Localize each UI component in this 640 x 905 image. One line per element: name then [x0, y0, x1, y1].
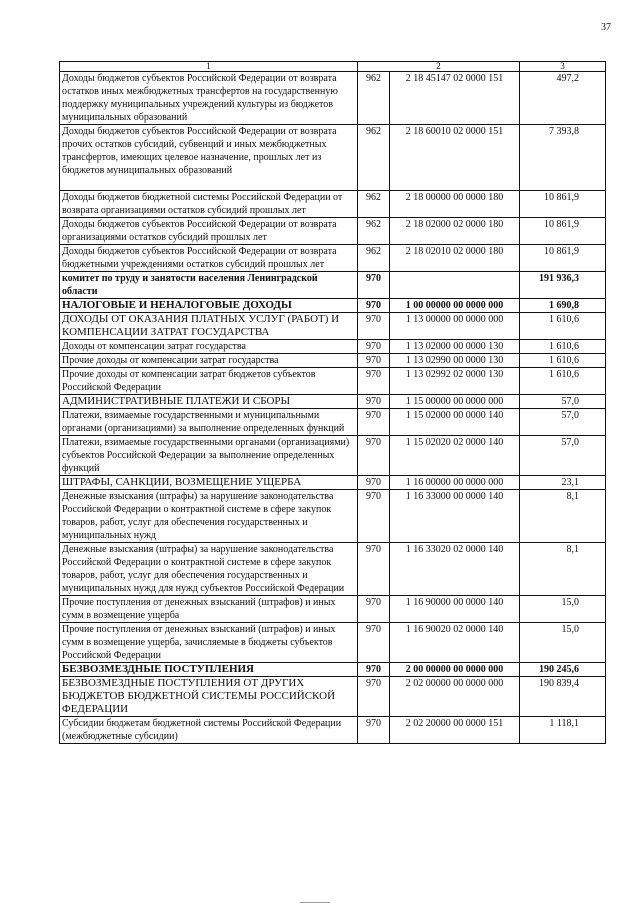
row-admin-code-cell: 970: [358, 677, 390, 717]
row-amount-cell: 57,0: [520, 436, 606, 476]
row-name-cell: Платежи, взимаемые государственными органами (организациями) субъектов Российской Федерации за выполнение определенных функций: [60, 436, 358, 476]
row-admin-code-cell: 970: [358, 490, 390, 543]
row-admin-code-cell: 970: [358, 663, 390, 677]
row-admin-code-cell: 970: [358, 395, 390, 409]
table-row: [60, 125, 606, 191]
row-admin-code-cell: 970: [358, 596, 390, 623]
row-amount-cell: 10 861,9: [520, 218, 606, 245]
row-amount-cell: 57,0: [520, 395, 606, 409]
row-admin-code-cell: 970: [358, 717, 390, 744]
row-name-cell: НАЛОГОВЫЕ И НЕНАЛОГОВЫЕ ДОХОДЫ: [60, 299, 358, 313]
row-amount-cell: 23,1: [520, 476, 606, 490]
row-name-cell: Доходы бюджетов субъектов Российской Федерации от возврата бюджетными учреждениями остатков субсидий прошлых лет: [60, 245, 358, 272]
row-amount-cell: 190 245,6: [520, 663, 606, 677]
row-classification-code-cell: 1 15 02000 00 0000 140: [390, 409, 520, 436]
row-classification-code-cell: [390, 272, 520, 299]
row-name-cell: БЕЗВОЗМЕЗДНЫЕ ПОСТУПЛЕНИЯ: [60, 663, 358, 677]
header-col-3: 3: [520, 62, 606, 72]
table-row: [60, 191, 606, 218]
row-classification-code-cell: 1 13 02000 00 0000 130: [390, 340, 520, 354]
row-amount-cell: 10 861,9: [520, 191, 606, 218]
table-row: [60, 623, 606, 663]
row-amount-cell: 8,1: [520, 543, 606, 596]
row-name-cell: Прочие доходы от компенсации затрат бюджетов субъектов Российской Федерации: [60, 368, 358, 395]
row-classification-code-cell: 2 18 60010 02 0000 151: [390, 125, 520, 191]
row-classification-code-cell: 2 18 02000 02 0000 180: [390, 218, 520, 245]
row-name-cell: Доходы бюджетов бюджетной системы Российской Федерации от возврата организациями остатков субсидий прошлых лет: [60, 191, 358, 218]
table-row: [60, 245, 606, 272]
table-row: [60, 299, 606, 313]
row-name-cell: Доходы от компенсации затрат государства: [60, 340, 358, 354]
table-row: [60, 596, 606, 623]
table-row: [60, 354, 606, 368]
row-classification-code-cell: 1 16 33020 02 0000 140: [390, 543, 520, 596]
row-admin-code-cell: 970: [358, 623, 390, 663]
row-admin-code-cell: 970: [358, 368, 390, 395]
row-amount-cell: 1 118,1: [520, 717, 606, 744]
row-name-cell: Прочие поступления от денежных взысканий (штрафов) и иных сумм в возмещение ущерба: [60, 596, 358, 623]
row-amount-cell: 190 839,4: [520, 677, 606, 717]
header-col-2: 2: [358, 62, 520, 72]
row-admin-code-cell: 962: [358, 72, 390, 125]
row-amount-cell: 1 690,8: [520, 299, 606, 313]
row-admin-code-cell: 962: [358, 125, 390, 191]
row-amount-cell: 7 393,8: [520, 125, 606, 191]
row-admin-code-cell: 970: [358, 543, 390, 596]
row-admin-code-cell: 962: [358, 245, 390, 272]
row-admin-code-cell: 970: [358, 409, 390, 436]
row-admin-code-cell: 970: [358, 340, 390, 354]
row-classification-code-cell: 1 16 33000 00 0000 140: [390, 490, 520, 543]
row-admin-code-cell: 970: [358, 313, 390, 340]
header-col-1: 1: [60, 62, 358, 72]
row-amount-cell: 1 610,6: [520, 340, 606, 354]
row-amount-cell: 1 610,6: [520, 313, 606, 340]
row-admin-code-cell: 970: [358, 354, 390, 368]
table-row: [60, 436, 606, 476]
row-amount-cell: 1 610,6: [520, 354, 606, 368]
table-row: [60, 717, 606, 744]
table-row: [60, 368, 606, 395]
table-row: [60, 395, 606, 409]
row-name-cell: Денежные взыскания (штрафы) за нарушение законодательства Российской Федерации о контрактной системе в сфере закупок товаров, работ, услуг для обеспечения государственных и муниципальных нужд для нужд субъектов Российской Федерации: [60, 543, 358, 596]
row-classification-code-cell: 1 16 00000 00 0000 000: [390, 476, 520, 490]
row-amount-cell: 8,1: [520, 490, 606, 543]
table-row: [60, 663, 606, 677]
table-row: [60, 543, 606, 596]
table-row: [60, 340, 606, 354]
scan-mark: [300, 902, 330, 903]
row-amount-cell: 497,2: [520, 72, 606, 125]
row-name-cell: ШТРАФЫ, САНКЦИИ, ВОЗМЕЩЕНИЕ УЩЕРБА: [60, 476, 358, 490]
table-row: [60, 313, 606, 340]
row-classification-code-cell: 1 00 00000 00 0000 000: [390, 299, 520, 313]
table-body: [60, 62, 606, 744]
table-row: [60, 490, 606, 543]
row-amount-cell: 15,0: [520, 596, 606, 623]
row-amount-cell: 57,0: [520, 409, 606, 436]
row-name-cell: Платежи, взимаемые государственными и муниципальными органами (организациями) за выполнение определенных функций: [60, 409, 358, 436]
row-classification-code-cell: 1 13 00000 00 0000 000: [390, 313, 520, 340]
row-name-cell: ДОХОДЫ ОТ ОКАЗАНИЯ ПЛАТНЫХ УСЛУГ (РАБОТ) И КОМПЕНСАЦИИ ЗАТРАТ ГОСУДАРСТВА: [60, 313, 358, 340]
row-amount-cell: 191 936,3: [520, 272, 606, 299]
row-name-cell: Доходы бюджетов субъектов Российской Федерации от возврата остатков иных межбюджетных трансфертов на государственную поддержку муниципальных учреждений культуры из бюджетов муниципальных образований: [60, 72, 358, 125]
row-classification-code-cell: 2 00 00000 00 0000 000: [390, 663, 520, 677]
row-classification-code-cell: 1 16 90000 00 0000 140: [390, 596, 520, 623]
row-classification-code-cell: 2 18 00000 00 0000 180: [390, 191, 520, 218]
budget-table: [59, 61, 606, 744]
row-amount-cell: 10 861,9: [520, 245, 606, 272]
row-admin-code-cell: 970: [358, 436, 390, 476]
row-amount-cell: 1 610,6: [520, 368, 606, 395]
row-name-cell: Прочие поступления от денежных взысканий (штрафов) и иных сумм в возмещение ущерба, зачисляемые в бюджеты субъектов Российской Федерации: [60, 623, 358, 663]
row-classification-code-cell: 1 16 90020 02 0000 140: [390, 623, 520, 663]
page-number: 37: [601, 22, 611, 33]
table-row: [60, 272, 606, 299]
row-name-cell: АДМИНИСТРАТИВНЫЕ ПЛАТЕЖИ И СБОРЫ: [60, 395, 358, 409]
row-admin-code-cell: 962: [358, 218, 390, 245]
row-name-cell: Денежные взыскания (штрафы) за нарушение законодательства Российской Федерации о контрактной системе в сфере закупок товаров, работ, услуг для обеспечения государственных и муниципальных нужд: [60, 490, 358, 543]
row-name-cell: Доходы бюджетов субъектов Российской Федерации от возврата прочих остатков субсидий, субвенций и иных межбюджетных трансфертов, имеющих целевое назначение, прошлых лет из бюджетов муниципальных образований: [60, 125, 358, 191]
row-classification-code-cell: 1 15 00000 00 0000 000: [390, 395, 520, 409]
row-admin-code-cell: 970: [358, 272, 390, 299]
row-amount-cell: 15,0: [520, 623, 606, 663]
table-header-row: [60, 62, 606, 72]
row-classification-code-cell: 2 02 00000 00 0000 000: [390, 677, 520, 717]
row-name-cell: Прочие доходы от компенсации затрат государства: [60, 354, 358, 368]
row-classification-code-cell: 2 18 45147 02 0000 151: [390, 72, 520, 125]
table-row: [60, 218, 606, 245]
row-admin-code-cell: 962: [358, 191, 390, 218]
table-row: [60, 409, 606, 436]
row-classification-code-cell: 1 13 02992 02 0000 130: [390, 368, 520, 395]
table-row: [60, 72, 606, 125]
row-admin-code-cell: 970: [358, 476, 390, 490]
row-classification-code-cell: 2 18 02010 02 0000 180: [390, 245, 520, 272]
row-name-cell: БЕЗВОЗМЕЗДНЫЕ ПОСТУПЛЕНИЯ ОТ ДРУГИХ БЮДЖЕТОВ БЮДЖЕТНОЙ СИСТЕМЫ РОССИЙСКОЙ ФЕДЕРАЦИИ: [60, 677, 358, 717]
row-admin-code-cell: 970: [358, 299, 390, 313]
table-row: [60, 476, 606, 490]
row-classification-code-cell: 1 15 02020 02 0000 140: [390, 436, 520, 476]
row-name-cell: Доходы бюджетов субъектов Российской Федерации от возврата организациями остатков субсидий прошлых лет: [60, 218, 358, 245]
table-row: [60, 677, 606, 717]
row-classification-code-cell: 1 13 02990 00 0000 130: [390, 354, 520, 368]
row-name-cell: комитет по труду и занятости населения Ленинградской области: [60, 272, 358, 299]
row-classification-code-cell: 2 02 20000 00 0000 151: [390, 717, 520, 744]
row-name-cell: Субсидии бюджетам бюджетной системы Российской Федерации (межбюджетные субсидии): [60, 717, 358, 744]
